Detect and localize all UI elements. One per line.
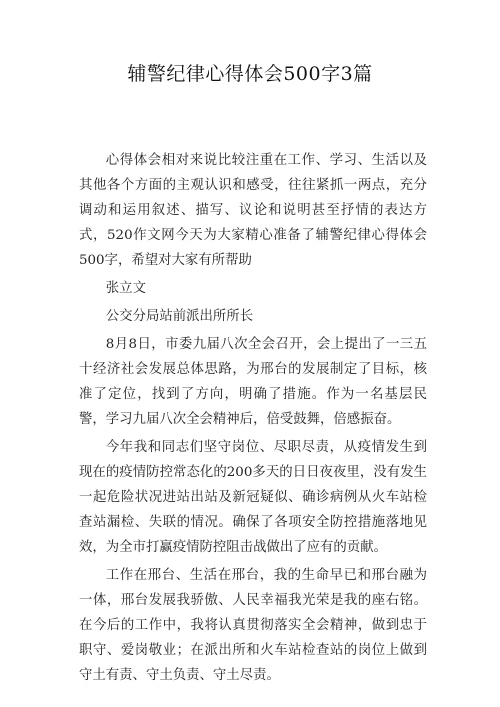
- paragraph-author-position: 公交分局站前派出所所长: [105, 309, 254, 324]
- document-title: 辅警纪律心得体会500字3篇: [127, 63, 373, 85]
- paragraph-body-2: 今年我和同志们坚守岗位、尽职尽责，从疫情发生到现在的疫情防控常态化的200多天的日日夜夜里，没有发生一起危险状况进站出站及新冠疑似、确诊病例从火车站检查站漏检、失联的情况。确保了各项安全防控措施落地见效，为全市打赢疫情防控阻击战做出了应有的贡献。: [79, 440, 427, 555]
- paragraph-body-1: 8月8日，市委九届八次全会召开，会上提出了一三五十经济社会发展总体思路，为邢台的发展制定了目标，核准了定位，找到了方向，明确了措施。作为一名基层民警，学习九届八次全会精神后，倍受鼓舞，倍感振奋。: [79, 337, 427, 427]
- document-body: [79, 148, 427, 688]
- paragraph-author-name: 张立文: [105, 281, 146, 296]
- paragraph-intro: 心得体会相对来说比较注重在工作、学习、生活以及其他各个方面的主观认识和感受，往往紧抓一两点，充分调动和运用叙述、描写、议论和说明甚至抒情的表达方式，520作文网今天为大家精心准备了辅警纪律心得体会500字，希望对大家有所帮助: [79, 153, 427, 268]
- paragraph-body-3: 工作在邢台、生活在邢台，我的生命早已和邢台融为一体，邢台发展我骄傲、人民幸福我光荣是我的座右铭。在今后的工作中，我将认真贯彻落实全会精神，做到忠于职守、爱岗敬业；在派出所和火车站检查站的岗位上做到守土有责、守土负责、守土尽责。: [79, 568, 427, 683]
